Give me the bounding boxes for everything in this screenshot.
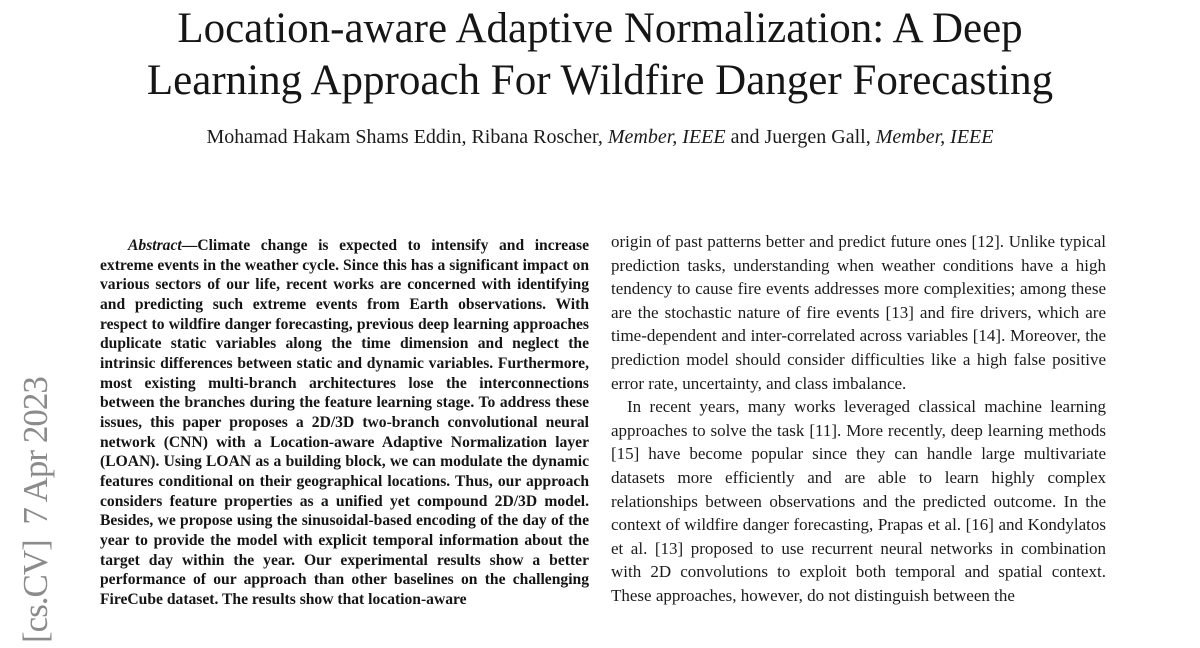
abstract-text: —Climate change is expected to intensify and increase extreme events in the weather cycle. Since this has a significant impact on various sectors of our life, recent works are concerned with identifying and predicting such extreme events from Earth observations. With respect to wildfire danger forecasting, previous deep learning approaches duplicate static variables along the time dimension and neglect the intrinsic differences between static and dynamic variables. Furthermore, most existing multi-branch architectures lose the interconnections between the branches during the feature learning stage. To address these issues, this paper proposes a 2D/3D two-branch convolutional neural network (CNN) with a Location-aware Adaptive Normalization layer (LOAN). Using LOAN as a building block, we can modulate the dynamic features conditional on their geographical locations. Thus, our approach considers feature properties as a unified yet compound 2D/3D model. Besides, we propose using the sinusoidal-based encoding of the day of the year to provide the model with explicit temporal information about the target day within the year. Our experimental results show a better performance of our approach than other baselines on the challenging FireCube dataset. The results show that location-aware [100, 237, 589, 608]
abstract-paragraph [100, 236, 589, 609]
paper-title-line-1: Location-aware Adaptive Normalization: A Deep [177, 5, 1023, 52]
body-column [611, 230, 1106, 648]
paper-title [0, 3, 1200, 107]
author-names: Mohamad Hakam Shams Eddin, Ribana Roscher, [206, 126, 608, 148]
paper-title-line-2: Learning Approach For Wildfire Danger Forecasting [146, 57, 1054, 104]
body-paragraph-1: origin of past patterns better and predict future ones [12]. Unlike typical prediction tasks, understanding when weather conditions have a high tendency to cause fire events addresses more complexities; among these are the stochastic nature of fire events [13] and fire drivers, which are time-dependent and inter-correlated across variables [14]. Moreover, the prediction model should consider difficulties like a high false positive error rate, uncertainty, and class imbalance. [611, 232, 1106, 393]
abstract-label: Abstract [128, 237, 182, 254]
arxiv-watermark: [cs.CV] 7 Apr 2023 [16, 377, 55, 643]
body-paragraph-2: In recent years, many works leveraged classical machine learning approaches to solve the task [11]. More recently, deep learning methods [15] have become popular since they can handle large multivariate datasets more efficiently and are able to learn highly complex relationships between observations and the predicted outcome. In the context of wildfire danger forecasting, Prapas et al. [16] and Kondylatos et al. [13] proposed to use recurrent neural networks in combination with 2D convolutions to exploit both temporal and spatial context. These approaches, however, do not distinguish between the [611, 397, 1106, 605]
author-membership-1: Member, IEEE [607, 126, 726, 148]
abstract-column [100, 236, 589, 648]
author-names-2: and Juergen Gall, [725, 126, 876, 148]
author-line [0, 126, 1200, 149]
author-membership-2: Member, IEEE [875, 126, 994, 148]
